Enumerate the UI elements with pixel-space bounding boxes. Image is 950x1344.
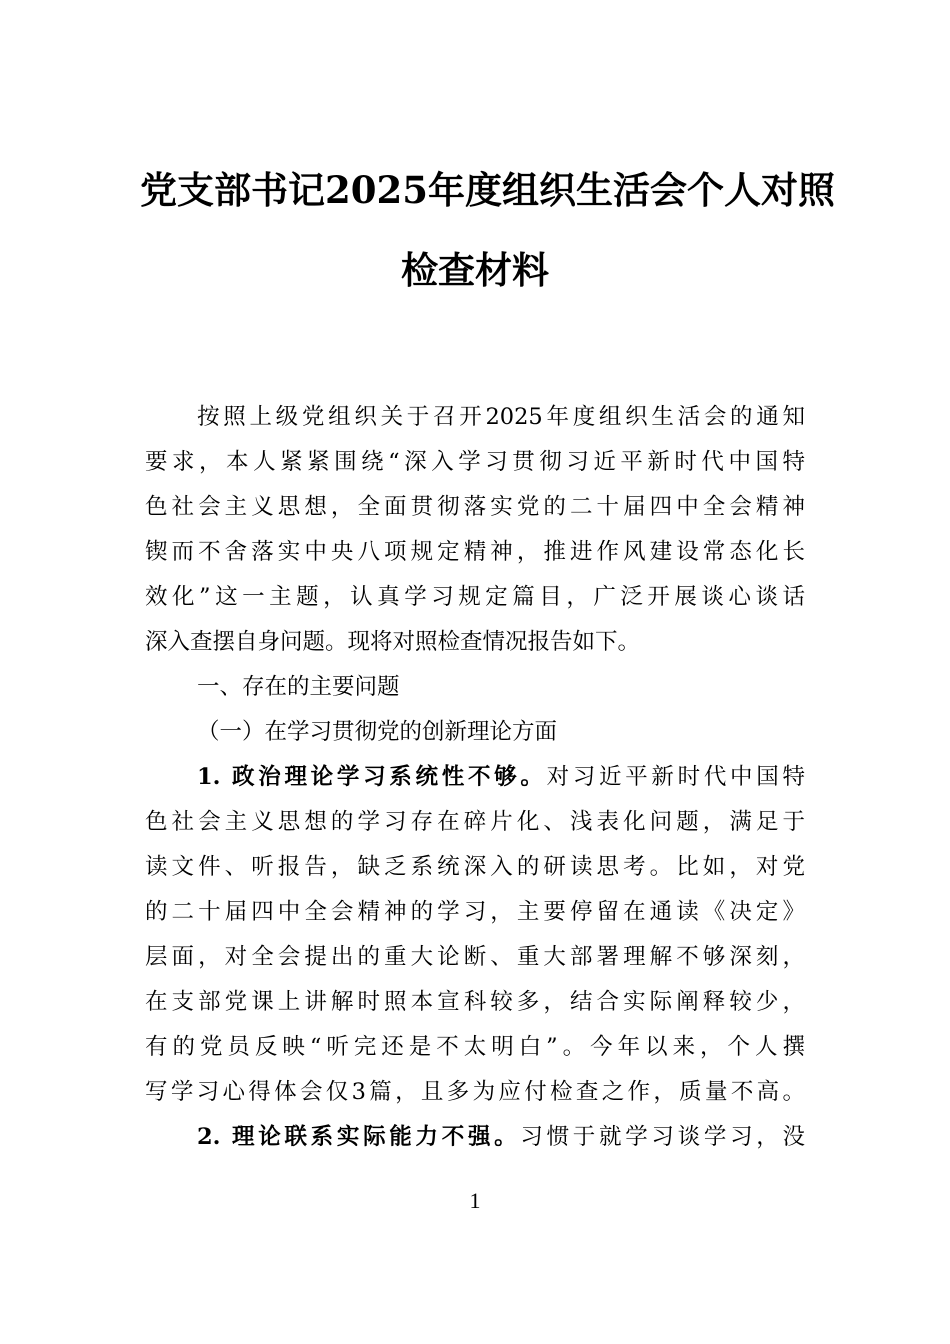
item-2-first-line xyxy=(145,1115,805,1160)
document-title xyxy=(140,150,835,310)
title-line-1: 党支部书记2025年度组织生活会个人对照 xyxy=(140,168,835,212)
item-1-line: 层面，对全会提出的重大论断、重大部署理解不够深刻， xyxy=(145,944,805,970)
title-line-2: 检查材料 xyxy=(401,248,549,292)
intro-line: 要求，本人紧紧围绕“深入学习贯彻习近平新时代中国特 xyxy=(145,449,805,475)
item-1-line: 色社会主义思想的学习存在碎片化、浅表化问题，满足于 xyxy=(145,809,805,835)
subsection-heading: （一）在学习贯彻党的创新理论方面 xyxy=(197,719,558,745)
intro-line: 锲而不舍落实中央八项规定精神，推进作风建设常态化长 xyxy=(145,539,805,565)
item-1-label: 1. 政治理论学习系统性不够。 xyxy=(197,764,547,790)
item-2-first-line-text: 习惯于就学习谈学习，没 xyxy=(520,1124,805,1150)
intro-line: 深入查摆自身问题。现将对照检查情况报告如下。 xyxy=(145,629,641,655)
item-1-line: 写学习心得体会仅3篇，且多为应付检查之作，质量不高。 xyxy=(145,1079,805,1105)
item-2-label: 2. 理论联系实际能力不强。 xyxy=(197,1124,521,1150)
document-body xyxy=(145,395,805,1160)
item-1-line: 有的党员反映“听完还是不太明白”。今年以来，个人撰 xyxy=(145,1034,805,1060)
item-1-line: 在支部党课上讲解时照本宣科较多，结合实际阐释较少， xyxy=(145,989,805,1015)
item-1-line: 读文件、听报告，缺乏系统深入的研读思考。比如，对党 xyxy=(145,854,805,880)
item-1-first-line xyxy=(145,755,805,800)
intro-line: 按照上级党组织关于召开2025年度组织生活会的通知 xyxy=(197,404,805,430)
intro-line: 色社会主义思想，全面贯彻落实党的二十届四中全会精神 xyxy=(145,494,805,520)
intro-line: 效化”这一主题，认真学习规定篇目，广泛开展谈心谈话 xyxy=(145,584,805,610)
item-1-first-line-text: 对习近平新时代中国特 xyxy=(546,764,805,790)
page-number: 1 xyxy=(469,1188,481,1213)
item-1-line: 的二十届四中全会精神的学习，主要停留在通读《决定》 xyxy=(145,899,805,925)
section-heading: 一、存在的主要问题 xyxy=(197,674,400,700)
